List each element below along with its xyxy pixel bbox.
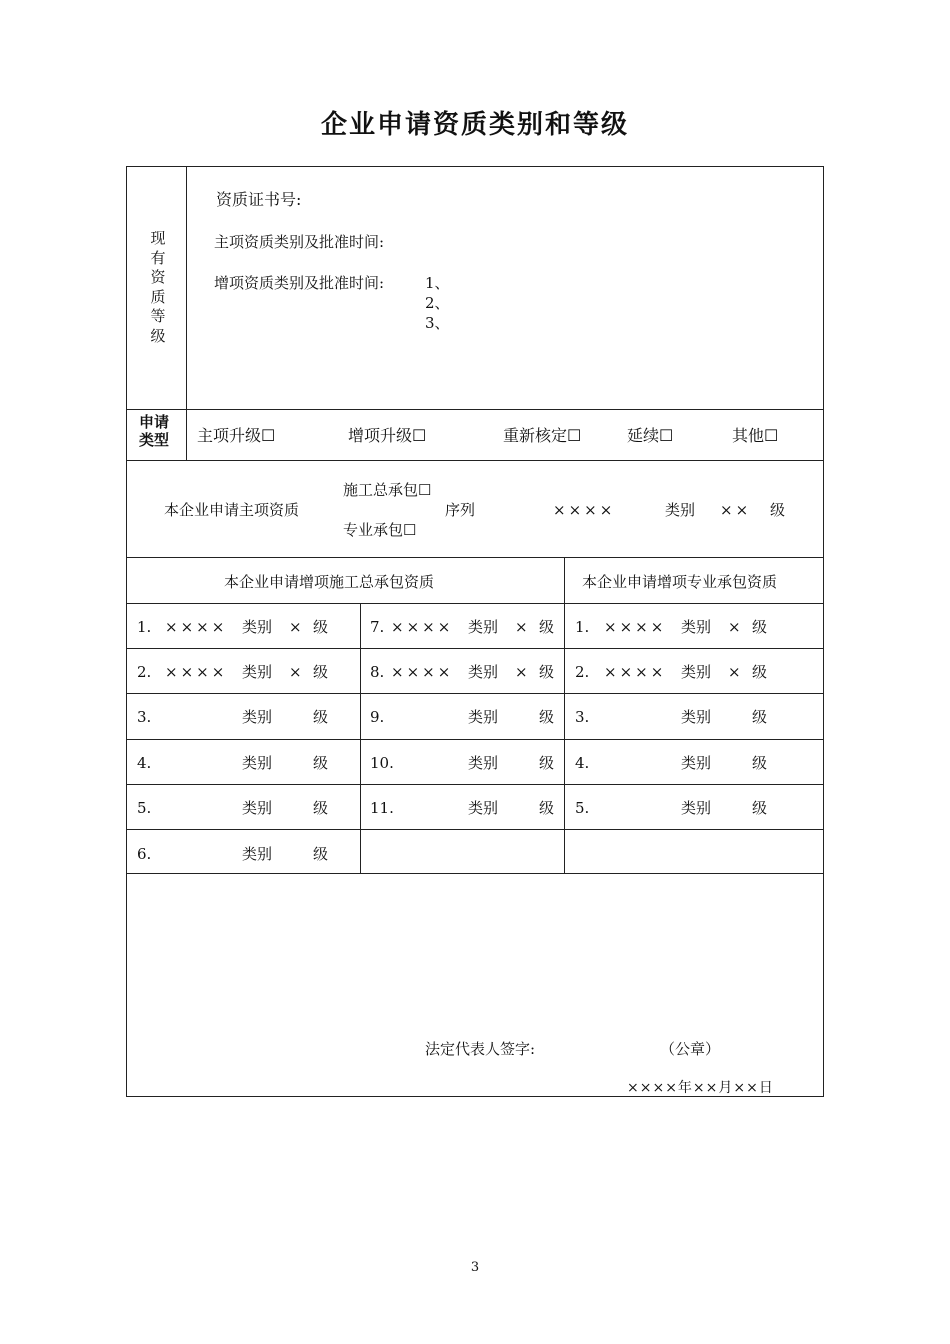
row-num: 1. (575, 618, 590, 636)
row-num: 7. (370, 618, 385, 636)
divider (127, 409, 823, 410)
divider (127, 784, 823, 785)
divider (127, 460, 823, 461)
level-label: 级 (752, 618, 768, 636)
series-value[interactable]: ×××× (553, 501, 616, 519)
apply-type-label: 申请 类型 (138, 413, 169, 449)
add-cat-field[interactable]: 增项资质类别及批准时间: (214, 274, 385, 292)
add-item-3[interactable]: 3、 (425, 314, 450, 332)
divider (186, 409, 187, 460)
cat-label: 类别 (468, 754, 499, 772)
cat-label: 类别 (242, 845, 273, 863)
official-seal: （公章） (660, 1040, 721, 1058)
option-main-upgrade[interactable]: 主项升级☐ (197, 426, 276, 445)
cat-value[interactable]: ×××× (165, 663, 228, 681)
row-num: 5. (137, 799, 152, 817)
cat-label: 类别 (681, 799, 712, 817)
level-label: 级 (539, 754, 555, 772)
page-title: 企业申请资质类别和等级 (320, 110, 629, 140)
page-number: 3 (470, 1260, 480, 1275)
cat-label: 类别 (681, 618, 712, 636)
divider (564, 557, 565, 873)
main-cat-field[interactable]: 主项资质类别及批准时间: (214, 233, 385, 251)
add-item-1[interactable]: 1、 (425, 274, 450, 292)
divider (127, 557, 823, 558)
application-form (126, 166, 824, 1097)
row-num: 1. (137, 618, 152, 636)
row-num: 4. (575, 754, 590, 772)
add-general-header: 本企业申请增项施工总承包资质 (224, 573, 435, 591)
cat-label: 类别 (681, 754, 712, 772)
series-label: 序列 (445, 501, 476, 519)
level-label: 级 (313, 618, 329, 636)
cat-label: 类别 (468, 799, 499, 817)
divider (127, 603, 823, 604)
level-label: 级 (752, 799, 768, 817)
level-label: 级 (539, 663, 555, 681)
row-num: 2. (137, 663, 152, 681)
cat-label: 类别 (681, 663, 712, 681)
level-label: 级 (313, 754, 329, 772)
level-label: 级 (539, 618, 555, 636)
row-num: 4. (137, 754, 152, 772)
row-num: 6. (137, 845, 152, 863)
level-value[interactable]: ×× (720, 501, 752, 519)
divider (127, 693, 823, 694)
row-num: 5. (575, 799, 590, 817)
row-num: 3. (575, 708, 590, 726)
add-item-2[interactable]: 2、 (425, 294, 450, 312)
main-apply-prefix: 本企业申请主项资质 (164, 501, 300, 519)
cat-value[interactable]: ×××× (391, 618, 454, 636)
level-value[interactable]: × (728, 663, 741, 681)
cat-label: 类别 (242, 708, 273, 726)
divider (127, 739, 823, 740)
level-value[interactable]: × (289, 663, 302, 681)
category-label: 类别 (665, 501, 696, 519)
cat-label: 类别 (242, 618, 273, 636)
divider (127, 829, 823, 830)
divider (127, 873, 823, 874)
option-other[interactable]: 其他☐ (732, 426, 779, 445)
cat-label: 类别 (468, 618, 499, 636)
level-label: 级 (313, 845, 329, 863)
cert-no-field[interactable]: 资质证书号: (216, 190, 302, 209)
row-num: 10. (370, 754, 394, 772)
level-label: 级 (539, 799, 555, 817)
level-label: 级 (313, 663, 329, 681)
level-label: 级 (752, 754, 768, 772)
cat-label: 类别 (468, 663, 499, 681)
row-num: 2. (575, 663, 590, 681)
cat-label: 类别 (681, 708, 712, 726)
option-add-upgrade[interactable]: 增项升级☐ (348, 426, 427, 445)
option-extend[interactable]: 延续☐ (627, 426, 674, 445)
current-quals-label: 现 有 资 质 等 级 (150, 229, 166, 345)
divider (127, 648, 823, 649)
row-num: 3. (137, 708, 152, 726)
cat-value[interactable]: ×××× (604, 618, 667, 636)
level-value[interactable]: × (515, 663, 528, 681)
level-value[interactable]: × (728, 618, 741, 636)
option-general-contract[interactable]: 施工总承包☐ (343, 481, 432, 499)
cat-value[interactable]: ×××× (604, 663, 667, 681)
add-special-header: 本企业申请增项专业承包资质 (582, 573, 778, 591)
cat-value[interactable]: ×××× (165, 618, 228, 636)
level-value[interactable]: × (289, 618, 302, 636)
option-special-contract[interactable]: 专业承包☐ (343, 521, 417, 539)
cat-label: 类别 (242, 799, 273, 817)
sign-date[interactable]: ××××年××月××日 (627, 1080, 774, 1096)
cat-label: 类别 (242, 754, 273, 772)
level-label: 级 (770, 501, 786, 519)
row-num: 8. (370, 663, 385, 681)
level-label: 级 (313, 799, 329, 817)
level-value[interactable]: × (515, 618, 528, 636)
level-label: 级 (752, 663, 768, 681)
cat-label: 类别 (468, 708, 499, 726)
level-label: 级 (313, 708, 329, 726)
row-num: 9. (370, 708, 385, 726)
row-num: 11. (370, 799, 394, 817)
cat-label: 类别 (242, 663, 273, 681)
cat-value[interactable]: ×××× (391, 663, 454, 681)
divider (360, 603, 361, 873)
legal-rep-signature[interactable]: 法定代表人签字: (425, 1040, 536, 1058)
level-label: 级 (752, 708, 768, 726)
option-reverify[interactable]: 重新核定☐ (503, 426, 582, 445)
level-label: 级 (539, 708, 555, 726)
